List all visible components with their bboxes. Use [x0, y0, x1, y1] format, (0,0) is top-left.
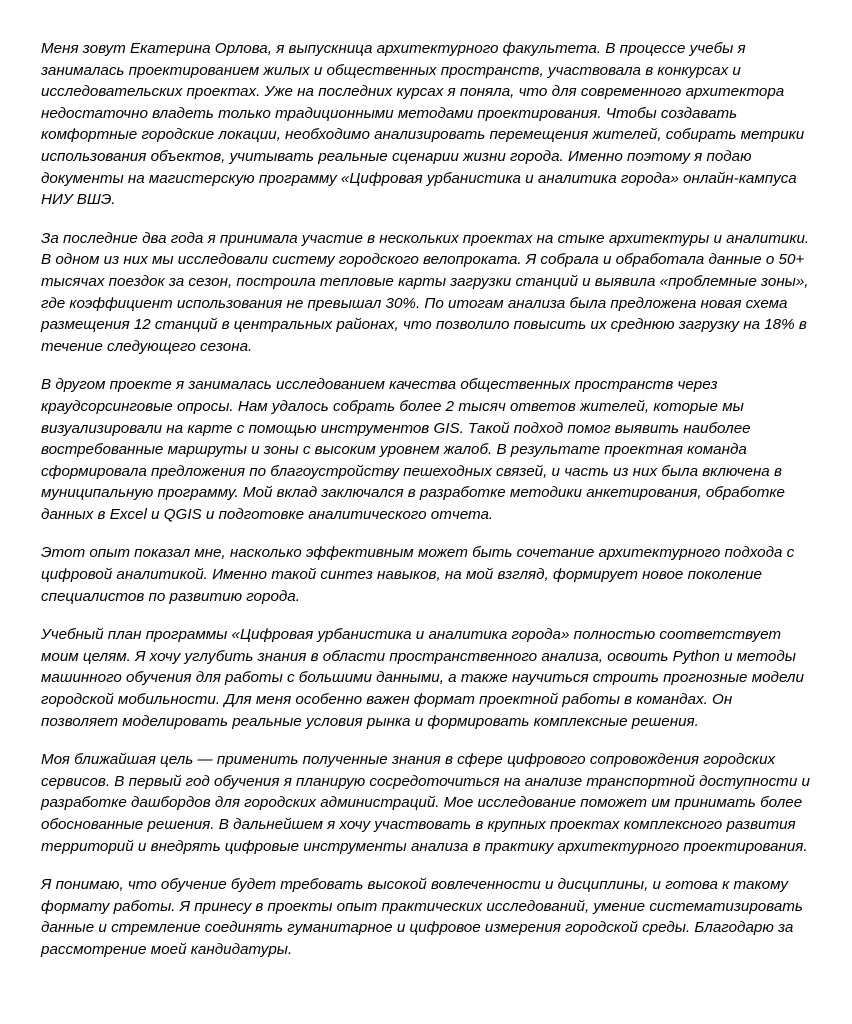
paragraph-goals: Моя ближайшая цель — применить полученные знания в сфере цифрового сопровождения городских сервисов. В первый год обучения я планирую сосредоточиться на анализе транспортной доступности и разработке дашбордов для городских администраций. Мое исследование поможет им принимать более обоснованные решения. В дальнейшем я хочу участвовать в крупных проектах комплексного развития территорий и внедрять цифровые инструменты анализа в практику архитектурного проектирования.: [41, 751, 810, 855]
paragraph-introduction: Меня зовут Екатерина Орлова, я выпускница архитектурного факультета. В процессе учебы я занималась проектированием жилых и общественных пространств, участвовала в конкурсах и исследовательских проектах. Уже на последних курсах я поняла, что для современного архитектора недостаточно владеть только традиционными методами проектирования. Чтобы создавать комфортные городские локации, необходимо анализировать перемещения жителей, собирать метрики использования объектов, учитывать реальные сценарии жизни города. Именно поэтому я подаю документы на магистерскую программу «Цифровая урбанистика и аналитика города» онлайн-кампуса НИУ ВШЭ.: [41, 40, 805, 209]
paragraph-bike-sharing-project: За последние два года я принимала участие в нескольких проектах на стыке архитектуры и аналитики. В одном из них мы исследовали систему городского велопроката. Я собрала и обработала данные о 50+ тысячах поездок за сезон, построила тепловые карты загрузки станций и выявила «проблемные зоны», где коэффициент использования не превышал 30%. По итогам анализа была предложена новая схема размещения 12 станций в центральных районах, что позволило повысить их среднюю загрузку на 18% в течение следующего сезона.: [41, 229, 810, 355]
paragraph-experience-summary: Этот опыт показал мне, насколько эффективным может быть сочетание архитектурного подхода с цифровой аналитикой. Именно такой синтез навыков, на мой взгляд, формирует новое поколение специалистов по развитию города.: [41, 544, 795, 605]
paragraph-curriculum-fit: Учебный план программы «Цифровая урбанистика и аналитика города» полностью соответствует моим целям. Я хочу углубить знания в области пространственного анализа, освоить Python и методы машинного обучения для работы с большими данными, а также научиться строить прогнозные модели городской мобильности. Для меня особенно важен формат проектной работы в командах. Он позволяет моделировать реальные условия рынка и формировать комплексные решения.: [41, 626, 804, 730]
paragraph-closing: Я понимаю, что обучение будет требовать высокой вовлеченности и дисциплины, и готова к такому формату работы. Я принесу в проекты опыт практических исследований, умение систематизировать данные и стремление соединять гуманитарное и цифровое измерения городской среды. Благодарю за рассмотрение моей кандидатуры.: [41, 876, 803, 958]
motivation-letter: [41, 38, 813, 961]
paragraph-public-spaces-project: В другом проекте я занималась исследованием качества общественных пространств через краудсорсинговые опросы. Нам удалось собрать более 2 тысяч ответов жителей, которые мы визуализировали на карте с помощью инструментов GIS. Такой подход помог выявить наиболее востребованные маршруты и зоны с высоким уровнем жалоб. В результате проектная команда сформировала предложения по благоустройству пешеходных связей, и часть из них была включена в муниципальную программу. Мой вклад заключался в разработке методики анкетирования, обработке данных в Excel и QGIS и подготовке аналитического отчета.: [41, 376, 785, 523]
